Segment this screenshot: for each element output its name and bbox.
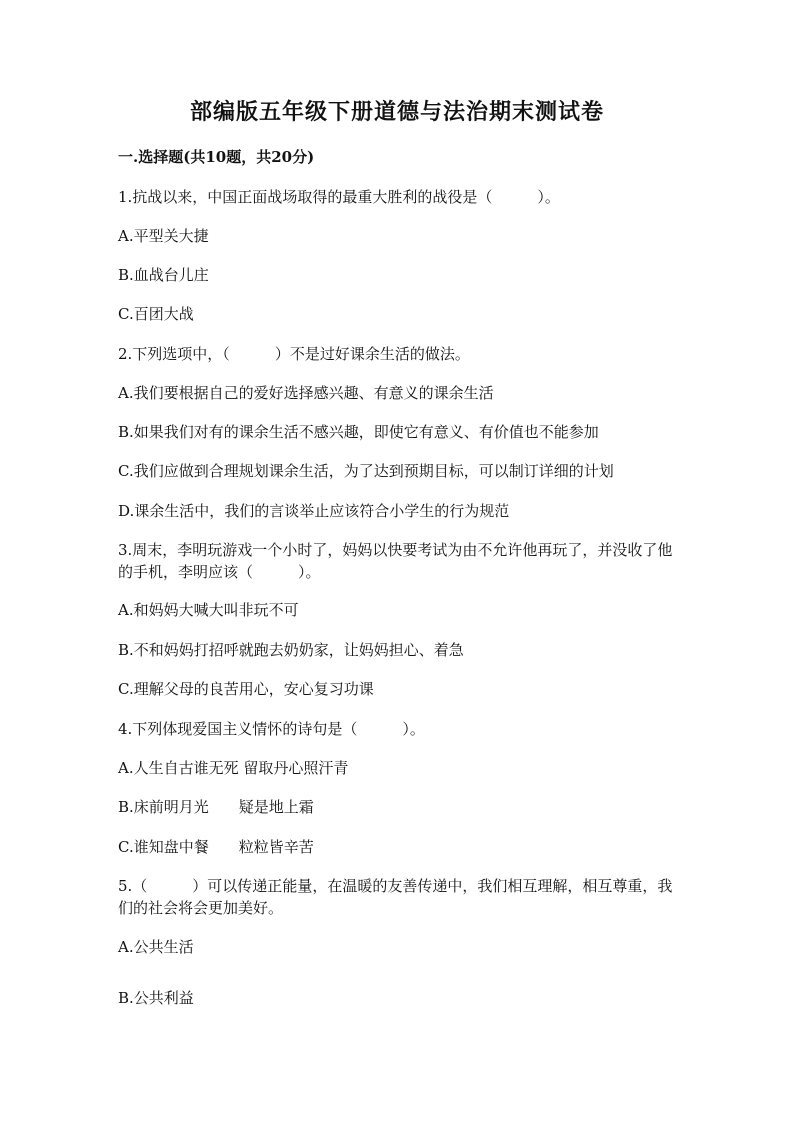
question-5-option-a: A.公共生活	[118, 938, 194, 956]
question-5-option-b: B.公共利益	[118, 989, 194, 1007]
question-2-option-d: D.课余生活中，我们的言谈举止应该符合小学生的行为规范	[118, 502, 510, 520]
question-3-option-b: B.不和妈妈打招呼就跑去奶奶家，让妈妈担心、着急	[118, 641, 464, 659]
question-5-stem: 5.（ ）可以传递正能量，在温暖的友善传递中，我们相互理解，相互尊重，我们的社会将会更加美好。	[118, 877, 673, 917]
question-2-stem: 2.下列选项中，（ ）不是过好课余生活的做法。	[118, 345, 470, 363]
question-3-option-c: C.理解父母的良苦用心，安心复习功课	[118, 680, 374, 698]
question-1-option-c: C.百团大战	[118, 305, 194, 323]
question-1-option-a: A.平型关大捷	[118, 227, 209, 245]
section-heading: 一.选择题(共10题，共20分)	[118, 148, 315, 166]
question-2-option-a: A.我们要根据自己的爱好选择感兴趣、有意义的课余生活	[118, 384, 494, 402]
question-3-stem: 3.周末，李明玩游戏一个小时了，妈妈以快要考试为由不允许他再玩了，并没收了他的手机，李明应该（ ）。	[118, 541, 673, 581]
question-1-option-b: B.血战台儿庄	[118, 266, 209, 284]
page-title: 部编版五年级下册道德与法治期末测试卷	[189, 99, 604, 125]
question-4-option-a: A.人生自古谁无死 留取丹心照汗青	[118, 759, 349, 777]
question-3-option-a: A.和妈妈大喊大叫非玩不可	[118, 601, 299, 619]
question-4-option-c: C.谁知盘中餐 粒粒皆辛苦	[118, 838, 314, 856]
question-4-option-b: B.床前明月光 疑是地上霜	[118, 798, 314, 816]
question-1-stem: 1.抗战以来，中国正面战场取得的最重大胜利的战役是（ ）。	[118, 188, 560, 206]
question-4-stem: 4.下列体现爱国主义情怀的诗句是（ ）。	[118, 720, 425, 738]
question-2-option-b: B.如果我们对有的课余生活不感兴趣，即使它有意义、有价值也不能参加	[118, 423, 599, 441]
question-2-option-c: C.我们应做到合理规划课余生活，为了达到预期目标，可以制订详细的计划	[118, 462, 614, 480]
